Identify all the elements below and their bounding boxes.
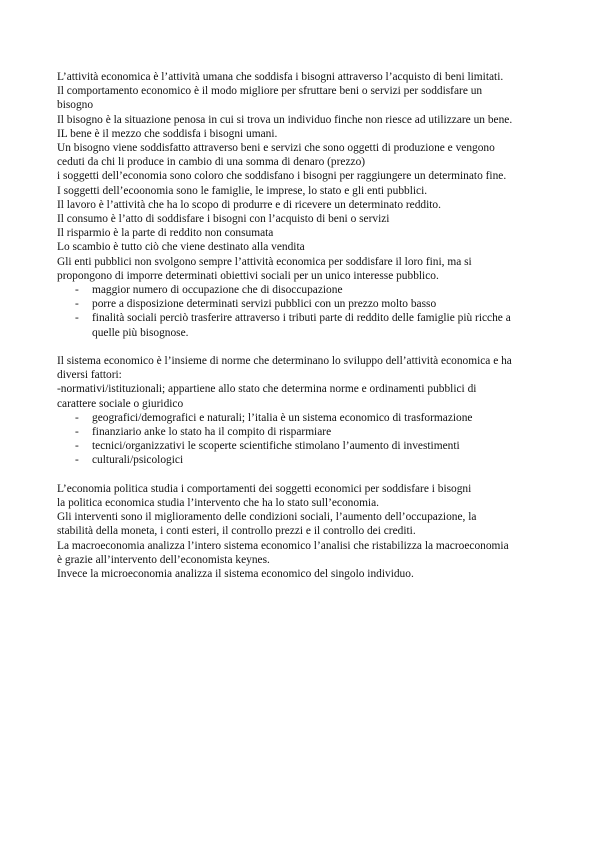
- text-line: Gli interventi sono il miglioramento delle condizioni sociali, l’aumento dell’occupazione, la: [57, 511, 477, 524]
- bullet-dash: -: [75, 440, 79, 453]
- list-item: [57, 283, 542, 297]
- list-item: [57, 411, 542, 425]
- text-line: I soggetti dell’ecoonomia sono le famiglie, le imprese, lo stato e gli enti pubblici.: [57, 184, 428, 197]
- section-1-bullet-list: [57, 283, 542, 340]
- text-line: Lo scambio è tutto ciò che viene destinato alla vendita: [57, 241, 305, 254]
- bullet-dash: -: [75, 312, 79, 325]
- text-line: bisogno: [57, 99, 94, 112]
- list-item: [57, 439, 542, 453]
- list-item-text: porre a disposizione determinati servizi pubblici con un prezzo molto basso: [92, 298, 437, 311]
- list-item: [57, 297, 542, 311]
- list-item-text: geografici/demografici e naturali; l’italia è un sistema economico di trasformazione: [92, 411, 473, 424]
- bullet-dash: -: [75, 298, 79, 311]
- section-3-text: [57, 482, 542, 581]
- section-1-text: [57, 70, 542, 283]
- text-line: carattere sociale o giuridico: [57, 397, 184, 410]
- text-line: La macroeconomia analizza l’intero sistema economico l’analisi che ristabilizza la macroeconomia: [57, 539, 509, 552]
- text-line: Il risparmio è la parte di reddito non consumata: [57, 227, 274, 240]
- bullet-dash: -: [75, 426, 79, 439]
- paragraph-spacer: [57, 340, 542, 354]
- text-line: Il lavoro è l’attività che ha lo scopo di produrre e di ricevere un determinato reddito.: [57, 198, 441, 211]
- bullet-dash: -: [75, 411, 79, 424]
- bullet-dash: -: [75, 454, 79, 467]
- text-line: propongono di imporre determinati obiettivi sociali per un unico interesse pubblico.: [57, 269, 439, 282]
- text-line: Il comportamento economico è il modo migliore per sfruttare beni o servizi per soddisfare un: [57, 85, 483, 98]
- text-line: Invece la microeconomia analizza il sistema economico del singolo individuo.: [57, 568, 414, 581]
- text-line: diversi fattori:: [57, 369, 122, 382]
- list-item: [57, 453, 542, 467]
- section-2-bullet-list: [57, 411, 542, 468]
- list-item-text: finalità sociali perciò trasferire attraverso i tributi parte di reddito delle famiglie più ricche a: [92, 312, 511, 325]
- list-item: [57, 311, 542, 339]
- list-item-text: quelle più bisognose.: [92, 326, 189, 339]
- text-line: IL bene è il mezzo che soddisfa i bisogni umani.: [57, 127, 278, 140]
- text-line: ceduti da chi li produce in cambio di una somma di denaro (prezzo): [57, 156, 366, 169]
- text-line: Gli enti pubblici non svolgono sempre l’attività economica per soddisfare il loro fini, ma si: [57, 255, 472, 268]
- text-line: stabilità della moneta, i conti esteri, il controllo prezzi e il controllo dei crediti.: [57, 525, 416, 538]
- text-line: L’attività economica è l’attività umana che soddisfa i bisogni attraverso l’acquisto di beni limitati.: [57, 71, 504, 83]
- bullet-dash: -: [75, 284, 79, 297]
- list-item-text: maggior numero di occupazione che di disoccupazione: [92, 284, 343, 297]
- list-item: [57, 425, 542, 439]
- text-line: la politica economica studia l’intervento che ha lo stato sull’economia.: [57, 497, 379, 510]
- paragraph-spacer: [57, 468, 542, 482]
- list-item-text: culturali/psicologici: [92, 454, 184, 467]
- text-line: L’economia politica studia i comportamenti dei soggetti economici per soddisfare i bisogni: [57, 482, 472, 495]
- text-line: -normativi/istituzionali; appartiene allo stato che determina norme e ordinamenti pubblici di: [57, 383, 477, 396]
- document-page: [57, 70, 542, 581]
- list-item-text: tecnici/organizzativi le scoperte scientifiche stimolano l’aumento di investimenti: [92, 440, 460, 453]
- section-2-text: [57, 354, 542, 411]
- list-item-text: finanziario anke lo stato ha il compito di risparmiare: [92, 426, 332, 439]
- text-line: i soggetti dell’economia sono coloro che soddisfano i bisogni per raggiungere un determinato fine.: [57, 170, 507, 183]
- text-line: Il bisogno è la situazione penosa in cui si trova un individuo finche non riesce ad utilizzare un bene.: [57, 113, 513, 126]
- text-line: Un bisogno viene soddisfatto attraverso beni e servizi che sono oggetti di produzione e vengono: [57, 142, 495, 155]
- text-line: Il consumo è l’atto di soddisfare i bisogni con l’acquisto di beni o servizi: [57, 213, 390, 226]
- text-line: Il sistema economico è l’insieme di norme che determinano lo sviluppo dell’attività economica e ha: [57, 355, 512, 368]
- text-line: è grazie all’intervento dell’economista keynes.: [57, 553, 270, 566]
